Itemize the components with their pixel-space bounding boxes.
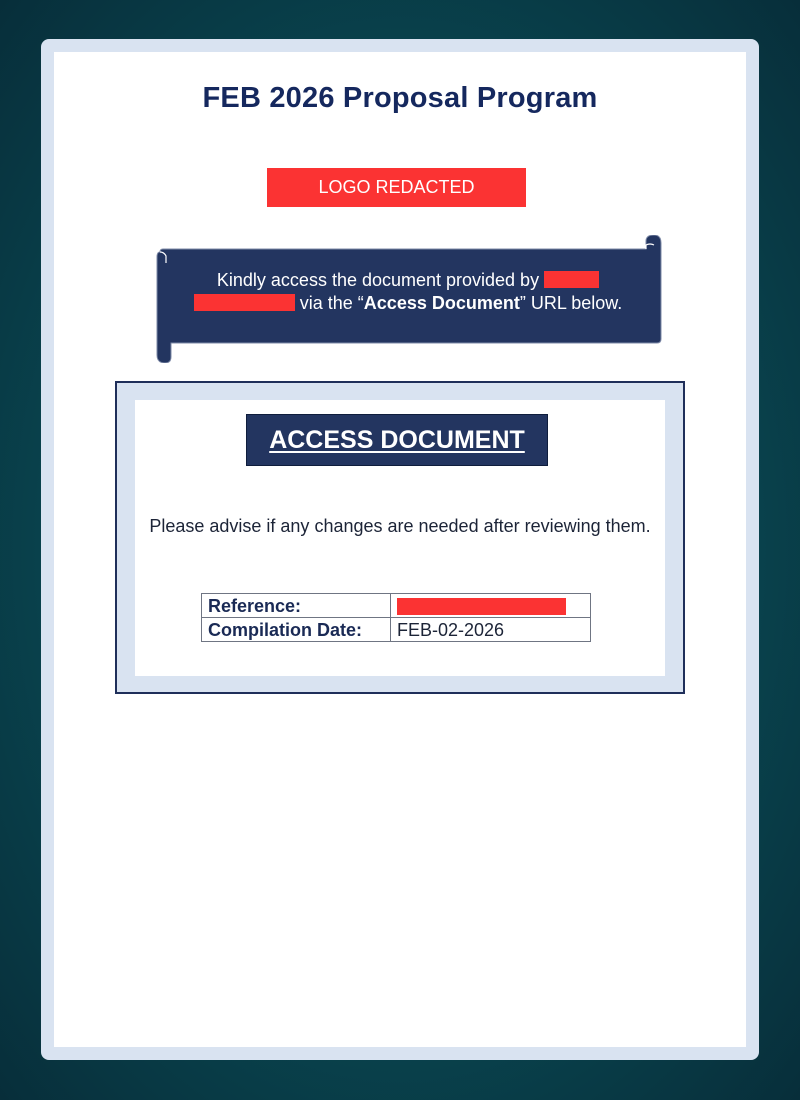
banner-message (164, 269, 652, 315)
reference-value (391, 594, 591, 618)
page-title: FEB 2026 Proposal Program (202, 82, 598, 114)
banner-text-line-1: Kindly access the document provided by (216, 270, 540, 290)
banner-text-via: via the “ (299, 293, 364, 313)
banner-text-end: ” URL below. (519, 293, 623, 313)
email-card (54, 52, 746, 1047)
logo-redacted-label: LOGO REDACTED (318, 177, 475, 197)
compilation-date-label: Compilation Date: (202, 618, 391, 642)
redacted-sender-last (194, 294, 295, 311)
document-meta-table (201, 593, 591, 642)
document-panel (115, 381, 685, 694)
logo-redacted-box (267, 168, 526, 207)
email-card-frame (41, 39, 759, 1060)
advise-text: Please advise if any changes are needed after reviewing them. (149, 516, 651, 536)
redacted-reference (397, 598, 566, 615)
document-panel-inner (135, 400, 665, 676)
table-row (202, 618, 591, 642)
access-document-button[interactable]: ACCESS DOCUMENT (246, 414, 548, 466)
scroll-banner (154, 235, 662, 363)
redacted-sender-first (544, 271, 599, 288)
table-row (202, 594, 591, 618)
compilation-date-value: FEB-02-2026 (391, 618, 591, 642)
reference-label: Reference: (202, 594, 391, 618)
banner-link-name: Access Document (363, 293, 520, 313)
